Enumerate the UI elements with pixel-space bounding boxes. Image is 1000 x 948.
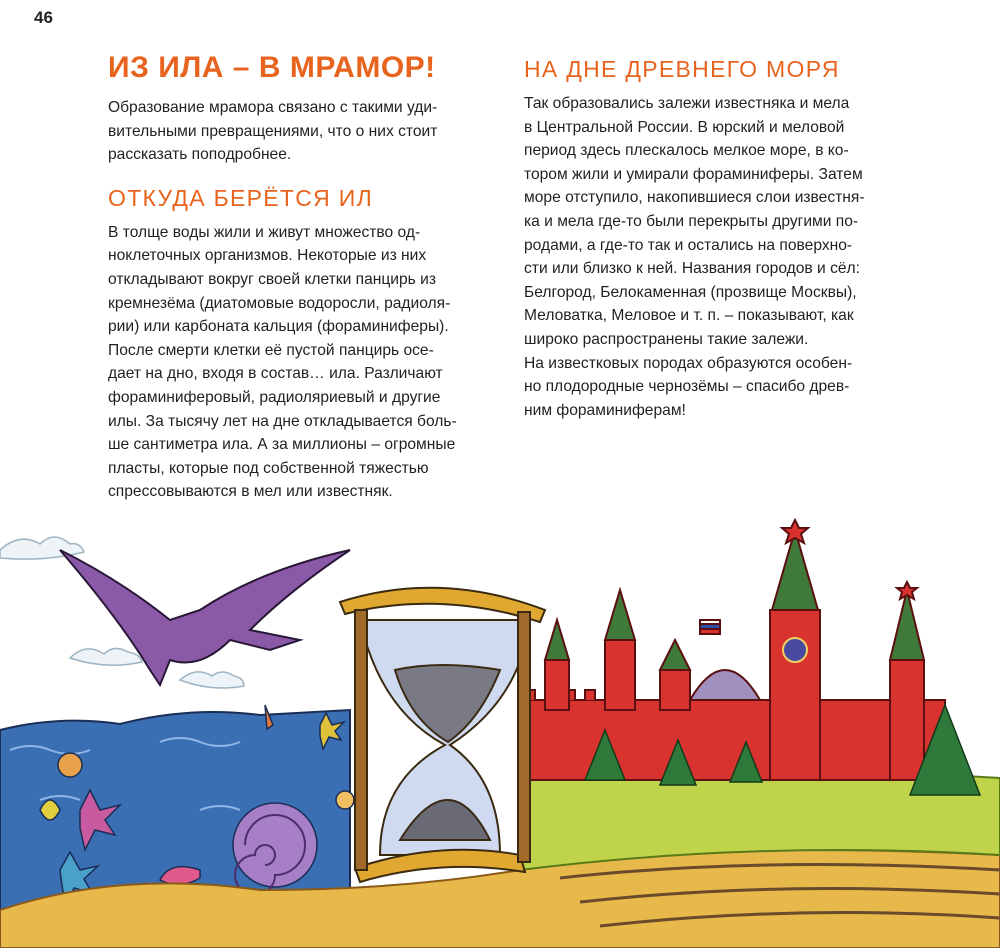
text-line: пласты, которые под собственной тяжестью bbox=[108, 459, 429, 477]
page-title: ИЗ ИЛА – В МРАМОР! bbox=[108, 51, 436, 84]
text-line: На известковых породах образуются особен- bbox=[524, 354, 853, 372]
text-line: родами, а где-то так и остались на поверхно- bbox=[524, 236, 853, 254]
text-line: илы. За тысячу лет на дне откладывается боль- bbox=[108, 412, 457, 430]
ancient-sea-paragraph bbox=[524, 92, 904, 422]
text-line: кремнезёма (диатомовые водоросли, радиоля- bbox=[108, 294, 451, 312]
text-line: но плодородные чернозёмы – спасибо древ- bbox=[524, 378, 850, 396]
text-line: ноклеточных организмов. Некоторые из них bbox=[108, 247, 427, 265]
text-line: в Центральной России. В юрский и меловой bbox=[524, 118, 845, 136]
text-line: сти или близко к ней. Названия городов и сёл: bbox=[524, 260, 860, 278]
text-line: ка и мела где-то были перекрыты другими по- bbox=[524, 212, 859, 230]
text-line: ним фораминиферам! bbox=[524, 401, 686, 419]
section-heading-silt: ОТКУДА БЕРЁТСЯ ИЛ bbox=[108, 184, 373, 211]
text-line: рии) или карбоната кальция (фораминиферы). bbox=[108, 318, 449, 336]
silt-paragraph bbox=[108, 221, 488, 504]
text-line: Белгород, Белокаменная (прозвище Москвы), bbox=[524, 283, 857, 301]
kremlin-icon bbox=[525, 520, 945, 780]
text-line: фораминиферовый, радиоляриевый и другие bbox=[108, 388, 441, 406]
text-line: После смерти клетки её пустой панцирь осе- bbox=[108, 341, 434, 359]
text-line: откладывают вокруг своей клетки панцирь из bbox=[108, 270, 436, 288]
text-line: рассказать поподробнее. bbox=[108, 146, 292, 164]
text-line: вительными превращениями, что о них стоит bbox=[108, 122, 438, 140]
text-line: Образование мрамора связано с такими уди- bbox=[108, 99, 438, 116]
text-line: широко распространены такие залежи. bbox=[524, 330, 809, 348]
text-line: тором жили и умирали фораминиферы. Затем bbox=[524, 165, 863, 183]
text-line: Меловатка, Меловое и т. п. – показывают, как bbox=[524, 307, 854, 325]
text-line: период здесь плескалось мелкое море, в ко- bbox=[524, 142, 849, 160]
text-line: ше сантиметра ила. А за миллионы – огромные bbox=[108, 436, 456, 454]
left-column bbox=[108, 50, 488, 504]
text-line: спрессовываются в мел или известняк. bbox=[108, 483, 393, 501]
right-column bbox=[524, 50, 904, 422]
text-line: В толще воды жили и живут множество од- bbox=[108, 223, 421, 241]
illustration bbox=[0, 510, 1000, 948]
hourglass-icon bbox=[340, 588, 545, 882]
page-number: 46 bbox=[34, 8, 53, 27]
section-heading-ancient-sea: НА ДНЕ ДРЕВНЕГО МОРЯ bbox=[524, 56, 840, 82]
text-line: море отступило, накопившиеся слои известня- bbox=[524, 189, 865, 207]
text-line: Так образовались залежи известняка и мела bbox=[524, 95, 850, 112]
intro-paragraph bbox=[108, 96, 488, 167]
text-line: дает на дно, входя в состав… ила. Различают bbox=[108, 365, 443, 383]
